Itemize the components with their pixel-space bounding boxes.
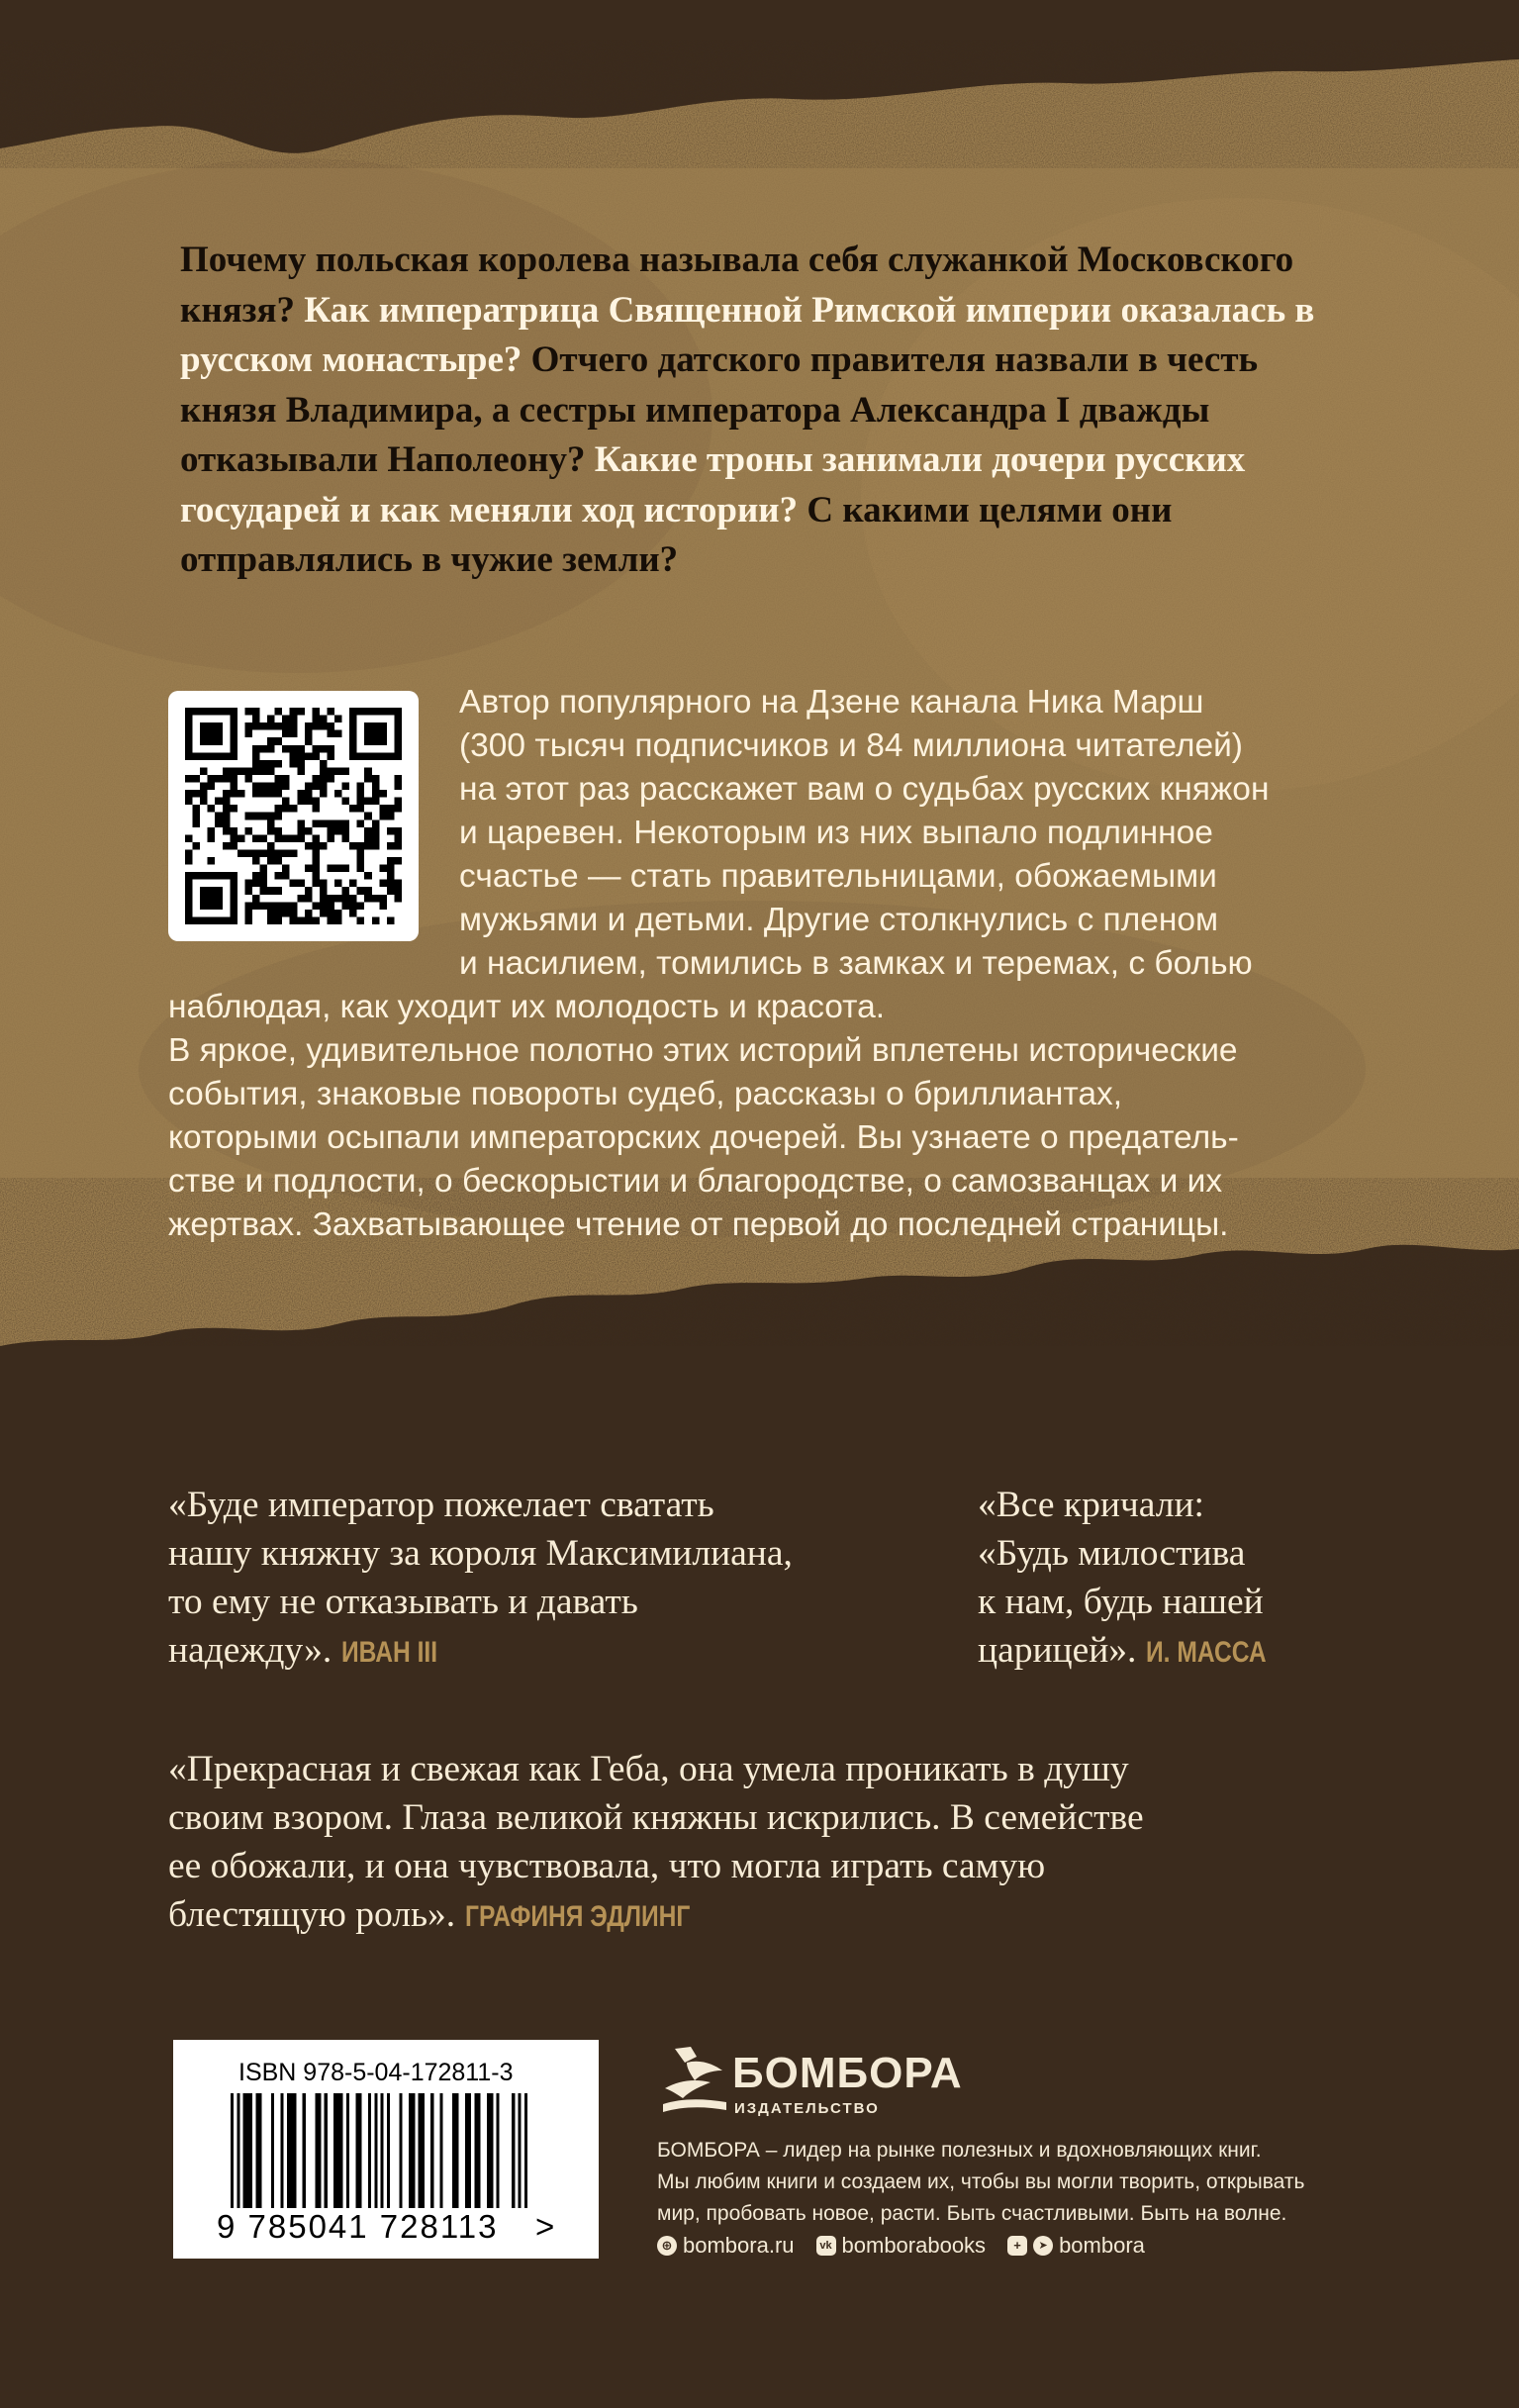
- quote-line: [168, 1890, 739, 1941]
- quote-line: «Прекрасная и свежая как Геба, она умела проникать в душу: [168, 1749, 1129, 1789]
- social-link-vk[interactable]: [816, 2233, 987, 2259]
- qr-code-icon[interactable]: [168, 691, 419, 941]
- description-line: события, знаковые повороты судеб, рассказы о бриллиантах,: [168, 1076, 1123, 1112]
- publisher-description-line: БОМБОРА – лидер на рынке полезных и вдохновляющих книг.: [657, 2139, 1262, 2162]
- quote-line: ее обожали, и она чувствовала, что могла играть самую: [168, 1846, 1046, 1886]
- social-link-telegram[interactable]: [1007, 2233, 1145, 2259]
- quote-last-line: царицей».: [978, 1630, 1137, 1671]
- bombora-logo-icon: [657, 2041, 736, 2120]
- social-links: [657, 2233, 1145, 2259]
- quote-source: ИВАН III: [340, 1636, 437, 1669]
- quote-line: [978, 1626, 1292, 1677]
- social-label: bombora.ru: [683, 2233, 795, 2258]
- intro-question-5: С какими целями они отправлялись в чужие земли?: [180, 489, 1173, 580]
- globe-icon: ⊕: [657, 2236, 677, 2256]
- quote-line: «Будь милостива: [978, 1533, 1246, 1574]
- intro-question-4: Какие троны занимали дочери русских государей и как меняли ход истории?: [180, 439, 1246, 530]
- quote-line: [168, 1626, 458, 1677]
- isbn-arrow: >: [535, 2208, 557, 2245]
- social-link-website[interactable]: [657, 2233, 795, 2259]
- intro-question-3: Отчего датского правителя назвали в честь князя Владимира, а сестры императора Александра I дважды отказывали Наполеону?: [180, 339, 1259, 480]
- description-line: жертвах. Захватывающее чтение от первой до последней страницы.: [168, 1206, 1229, 1243]
- intro-question-2: Как императрица Священной Римской империи оказалась в русском монастыре?: [180, 289, 1315, 380]
- quote-source: ГРАФИНЯ ЭДЛИНГ: [464, 1900, 690, 1933]
- description-line: Автор популярного на Дзене канала Ника Марш: [459, 684, 1204, 721]
- social-label: bomborabooks: [841, 2233, 987, 2258]
- description-line: счастье — стать правительницами, обожаемыми: [459, 858, 1217, 895]
- barcode-bars: [231, 2093, 527, 2224]
- publisher-description-line: мир, пробовать новое, расти. Быть счастливыми. Быть на волне.: [657, 2202, 1287, 2225]
- quote-line: «Все кричали:: [978, 1485, 1204, 1525]
- publisher-description: [657, 2135, 1350, 2230]
- isbn-digits-row: [217, 2208, 557, 2246]
- quote-last-line: блестящую роль».: [168, 1894, 456, 1935]
- quote-line: к нам, будь нашей: [978, 1582, 1264, 1622]
- quote-line: нашу княжну за короля Максимилиана,: [168, 1533, 793, 1574]
- description-line: В яркое, удивительное полотно этих историй вплетены исторические: [168, 1032, 1238, 1069]
- qr-code-pattern: [185, 708, 402, 924]
- publisher-subtitle: ИЗДАТЕЛЬСТВО: [734, 2100, 880, 2117]
- quote-line: то ему не отказывать и давать: [168, 1582, 638, 1622]
- description-line: и царевен. Некоторым из них выпало подлинное: [459, 815, 1213, 851]
- description-line: мужьями и детьми. Другие столкнулись с пленом: [459, 902, 1219, 938]
- publisher-name: БОМБОРА: [732, 2049, 963, 2097]
- quote-line: «Буде император пожелает сватать: [168, 1485, 714, 1525]
- description-line: которыми осыпали императорских дочерей. Вы узнаете о предатель-: [168, 1119, 1239, 1156]
- telegram-icon: ➤: [1033, 2236, 1053, 2256]
- publisher-description-line: Мы любим книги и создаем их, чтобы вы могли творить, открывать: [657, 2170, 1305, 2193]
- social-label: bombora: [1059, 2233, 1145, 2258]
- description-line: на этот раз расскажет вам о судьбах русских княжон: [459, 771, 1270, 808]
- description-line: и насилием, томились в замках и теремах, с болью: [459, 945, 1253, 982]
- quote-line: своим взором. Глаза великой княжны искрились. В семействе: [168, 1797, 1144, 1838]
- description-line: стве и подлости, о бескорыстии и благородстве, о самозванцах и их: [168, 1163, 1223, 1200]
- intro-paragraph: [180, 236, 1338, 586]
- isbn-barcode: [173, 2040, 599, 2259]
- isbn-label: ISBN 978-5-04-172811-3: [238, 2059, 514, 2086]
- intro-question-1: Почему польская королева называла себя служанкой Московского князя?: [180, 240, 1294, 331]
- vk-icon: vk: [816, 2236, 836, 2256]
- plus-icon: +: [1007, 2236, 1027, 2256]
- isbn-digits: 9 785041 728113: [217, 2208, 499, 2245]
- quote-source: И. МАССА: [1145, 1636, 1267, 1669]
- quote-last-line: надежду».: [168, 1630, 332, 1671]
- description-line: наблюдая, как уходит их молодость и красота.: [168, 989, 886, 1025]
- description-line: (300 тысяч подписчиков и 84 миллиона читателей): [459, 727, 1243, 764]
